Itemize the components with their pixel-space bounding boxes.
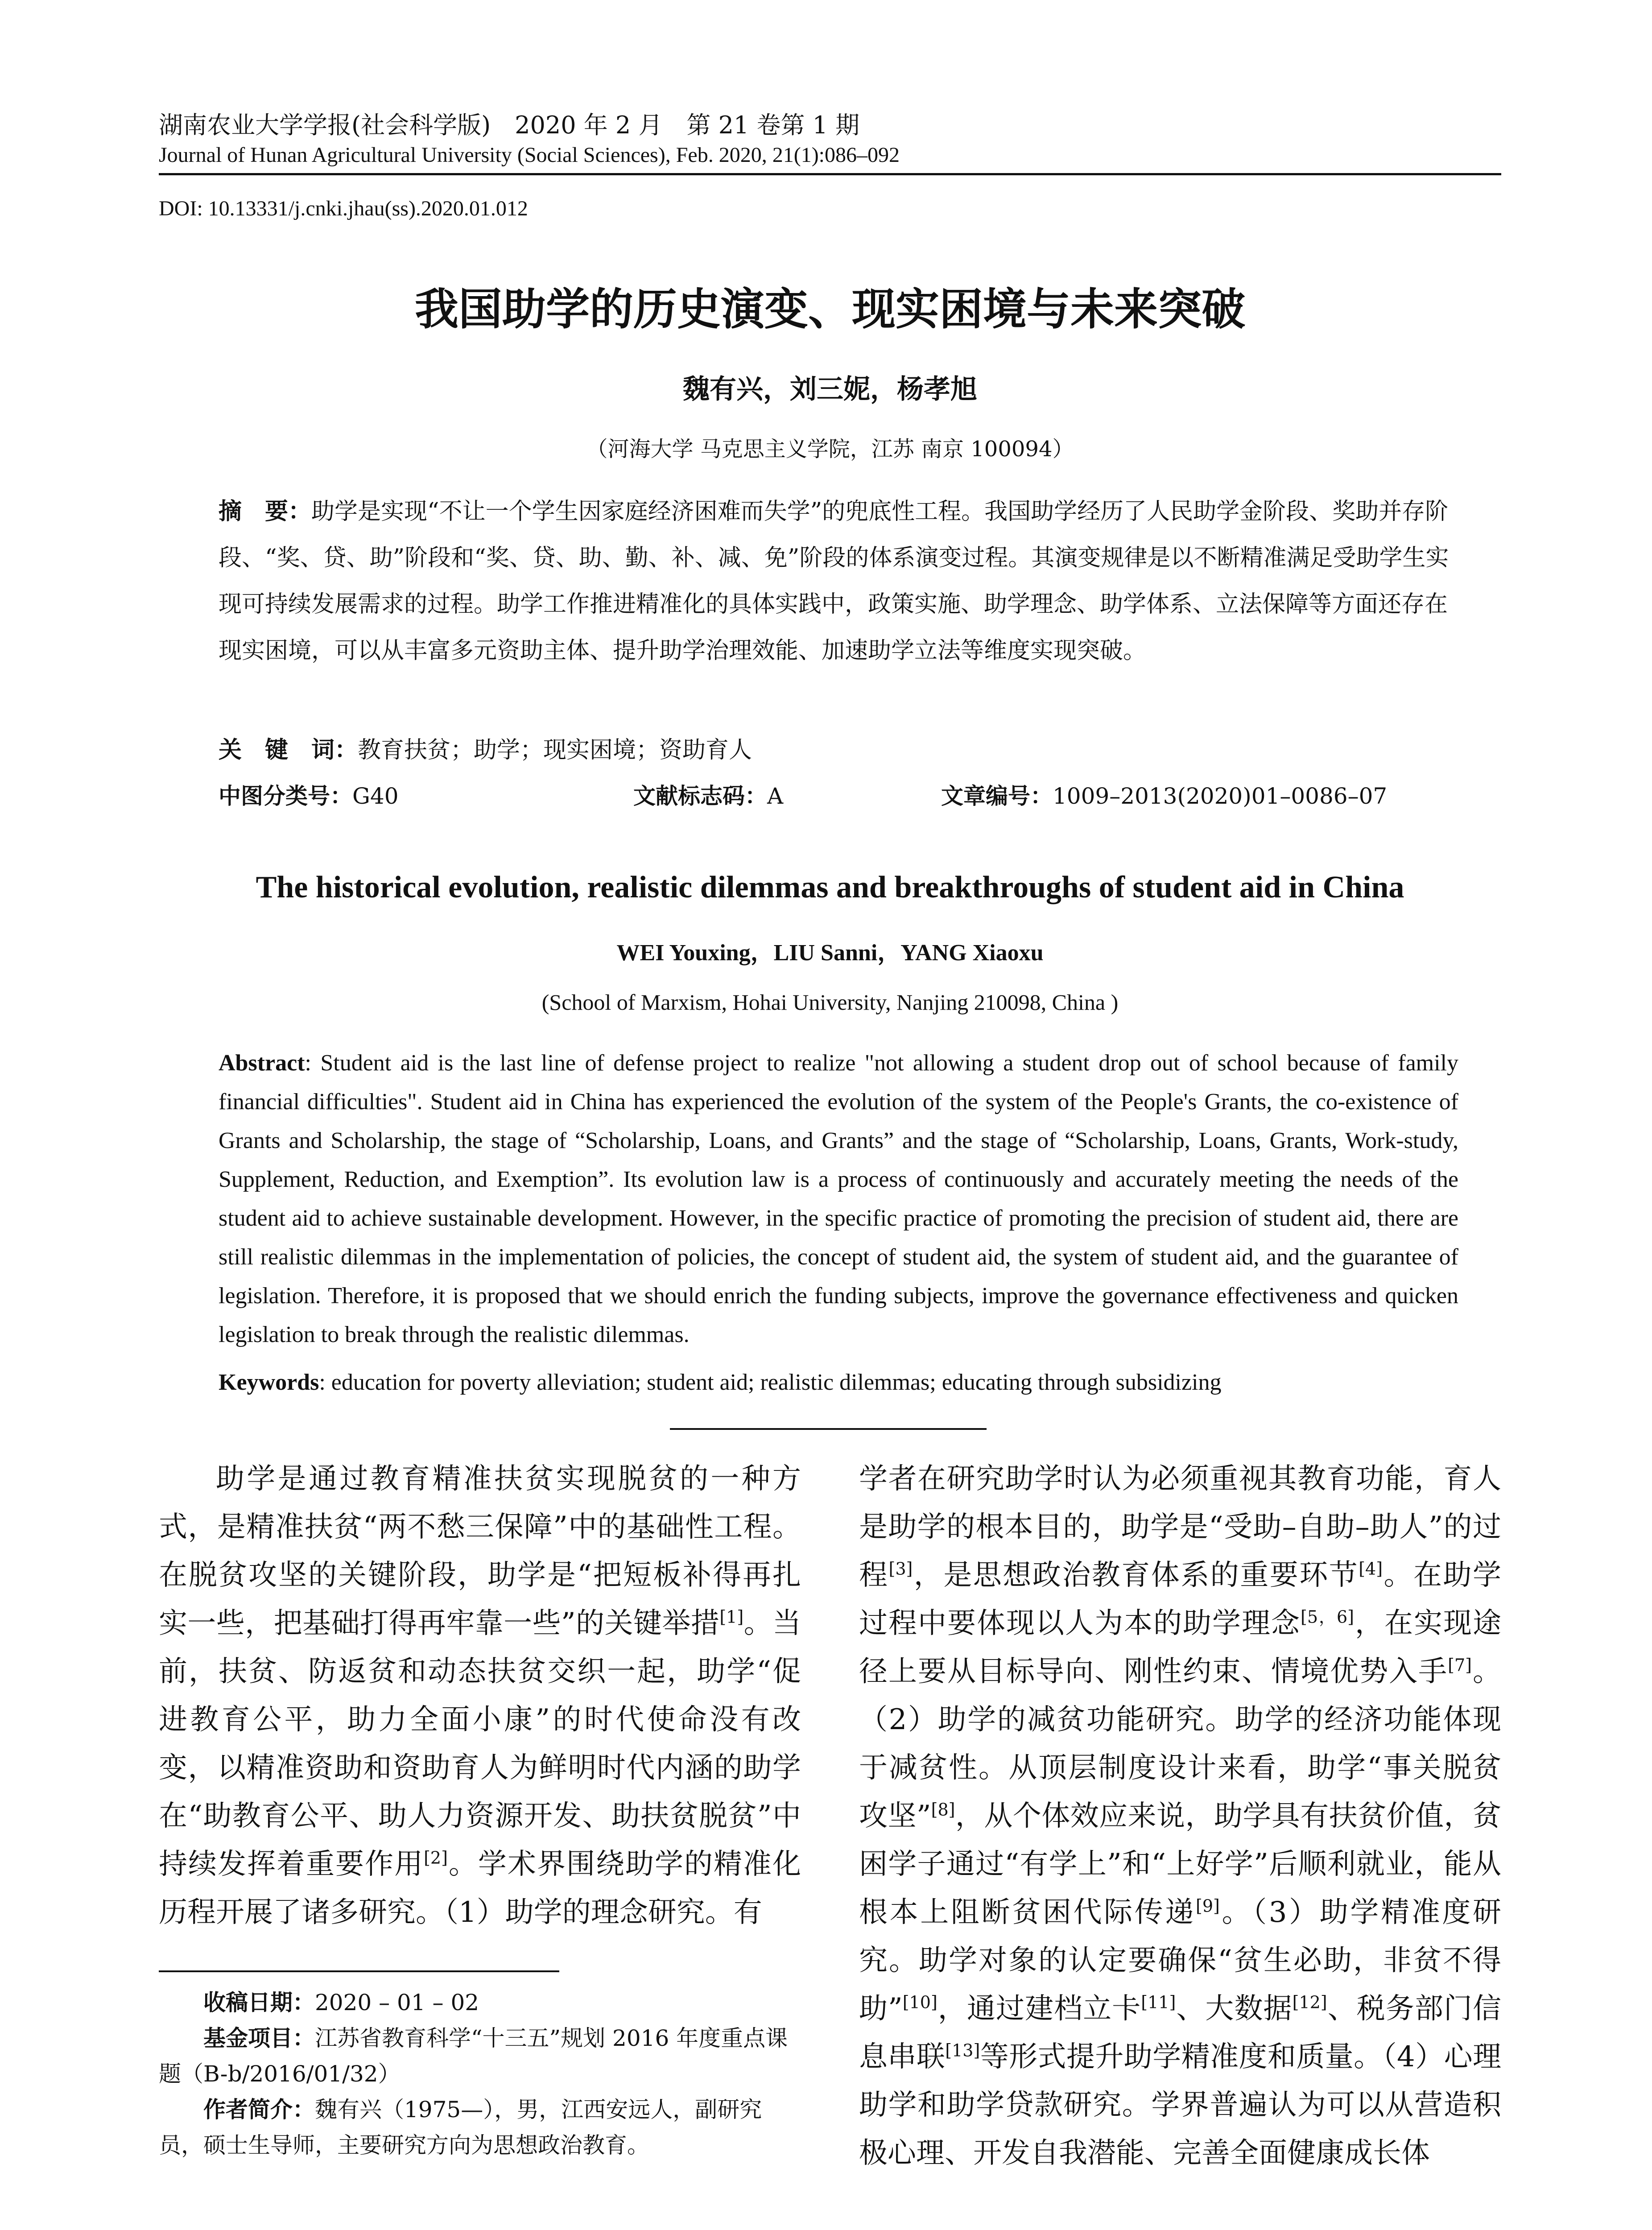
- body-text: 助学是通过教育精准扶贫实现脱贫的一种方式，是精准扶贫“两不愁三保障”中的基础性工程。在脱贫攻坚的关键阶段，助学是“把短板补得再扎实一些，把基础打得再牢靠一些”的关键举措: [159, 1462, 801, 1640]
- footnote-label: 收稿日期：: [203, 1990, 315, 2015]
- footnote-value: 江苏省教育科学“十三五”规划 2016 年度重点课题（B-b/2016/01/32）: [159, 2025, 788, 2087]
- body-text: 。（3）助学精准度研究。助学对象的认定要确保“贫生必助，非贫不得助”: [859, 1896, 1501, 2025]
- authors-en: WEI Youxing，LIU Sanni，YANG Xiaoxu: [616, 940, 1044, 966]
- abstract-en-text: : Student aid is the last line of defense project to realize "not allowing a student drop out of school because of family financial difficulties". Student aid in China has experienced the evolution of the system of the People's Grants, the co-existence of Grants and Scholarship, the stage of “Scholarship, Loans, and Grants” and the stage of “Scholarship, Loans, Grants, Work-study, Supplement, Reduction, and Exemption”. Its evolution law is a process of continuously and accurately meeting the needs of the student aid to achieve sustainable development. However, in the specific practice of promoting the precision of student aid, there are still realistic dilemmas in the implementation of policies, the concept of student aid, the system of student aid, and the guarantee of legislation. Therefore, it is proposed that we should enrich the funding subjects, improve the governance effectiveness and quicken legislation to break through the realistic dilemmas.: [219, 1050, 1458, 1347]
- citation-ref: [8]: [931, 1800, 955, 1820]
- citation-ref: [12]: [1292, 1992, 1327, 2012]
- footnote-rule: [159, 1970, 559, 1972]
- body-column-right: [859, 1455, 1501, 2177]
- article-number-label: 文章编号：: [941, 783, 1053, 809]
- document-code: [633, 778, 783, 810]
- footnote-value: 魏有兴（1975—），男，江西安远人，副研究员，硕士生导师，主要研究方向为思想政治教育。: [159, 2097, 762, 2158]
- journal-info-cn: 湖南农业大学学报(社会科学版) 2020 年 2 月 第 21 卷第 1 期: [159, 111, 860, 139]
- citation-ref: [3]: [888, 1559, 913, 1579]
- citation-ref: [13]: [945, 2040, 980, 2061]
- keywords-en-text: : education for poverty alleviation; student aid; realistic dilemmas; educating through subsidizing: [319, 1370, 1222, 1395]
- footnote-value: 2020 – 01 – 02: [315, 1990, 479, 2015]
- body-text: 学者在研究助学时认为必须重视其教育功能，育人是助学的根本目的，助学是“受助–自助–助人”的过程: [859, 1462, 1501, 1592]
- journal-info-en: Journal of Hunan Agricultural University (Social Sciences), Feb. 2020, 21(1):086–092: [159, 143, 900, 167]
- article-number: [941, 778, 1387, 810]
- article-number-value: 1009–2013(2020)01–0086–07: [1053, 783, 1388, 809]
- abstract-en-label: Abstract: [219, 1050, 305, 1076]
- abstract-cn-label: 摘 要：: [219, 498, 312, 525]
- keywords-en: [219, 1369, 1458, 1396]
- body-text: 等形式提升助学精准度和质量。（4）心理助学和助学贷款研究。学界普遍认为可以从营造积极心理、开发自我潜能、完善全面健康成长体: [859, 2040, 1502, 2170]
- footnote-received: [159, 1985, 801, 2020]
- classification-line: [219, 778, 1458, 814]
- keywords-en-label: Keywords: [219, 1370, 319, 1395]
- citation-ref: [7]: [1448, 1655, 1472, 1675]
- clc-value: G40: [352, 783, 399, 809]
- body-text: ，在实现途径上要从目标导向、刚性约束、情境优势入手: [859, 1607, 1502, 1688]
- doi: DOI: 10.13331/j.cnki.jhau(ss).2020.01.012: [159, 197, 528, 220]
- citation-ref: [11]: [1141, 1992, 1176, 2012]
- keywords-cn: [219, 727, 1458, 773]
- clc-label: 中图分类号：: [219, 783, 352, 809]
- footnote-fund: [159, 2020, 801, 2092]
- paper-title-cn: 我国助学的历史演变、现实困境与未来突破: [414, 284, 1245, 335]
- body-text: 、大数据: [1176, 1992, 1293, 2025]
- clc-number: [219, 778, 399, 810]
- header-rule: [159, 173, 1501, 175]
- document-code-label: 文献标志码：: [633, 783, 767, 809]
- citation-ref: [5，6]: [1301, 1607, 1355, 1627]
- abstract-cn: [219, 488, 1458, 674]
- abstract-cn-text: 助学是实现“不让一个学生因家庭经济困难而失学”的兜底性工程。我国助学经历了人民助学金阶段、奖助并存阶段、“奖、贷、助”阶段和“奖、贷、助、勤、补、减、免”阶段的体系演变过程。其演变规律是以不断精准满足受助学生实现可持续发展需求的过程。助学工作推进精准化的具体实践中，政策实施、助学理念、助学体系、立法保障等方面还存在现实困境，可以从丰富多元资助主体、提升助学治理效能、加速助学立法等维度实现突破。: [219, 498, 1449, 664]
- citation-ref: [10]: [902, 1992, 938, 2012]
- citation-ref: [1]: [719, 1607, 744, 1627]
- body-text: ，从个体效应来说，助学具有扶贫价值，贫困学子通过“有学上”和“上好学”后顺利就业，能从根本上阻断贫困代际传递: [859, 1800, 1502, 1929]
- affiliation-en: (School of Marxism, Hohai University, Nanjing 210098, China ): [541, 990, 1119, 1015]
- document-code-value: A: [767, 783, 784, 809]
- body-text: 。（2）助学的减贫功能研究。助学的经济功能体现于减贫性。从顶层制度设计来看，助学“事关脱贫攻坚”: [859, 1655, 1502, 1833]
- keywords-cn-label: 关 键 词：: [219, 737, 358, 764]
- abstract-en: [219, 1044, 1458, 1354]
- body-column-left: [159, 1455, 801, 1937]
- citation-ref: [9]: [1196, 1896, 1220, 1916]
- footnote-label: 作者简介：: [203, 2097, 315, 2123]
- body-text: 。学术界围绕助学的精准化历程开展了诸多研究。（1）助学的理念研究。有: [159, 1848, 801, 1929]
- body-text: 、税务部门信息串联: [859, 1992, 1502, 2073]
- footnote-author: [159, 2092, 801, 2163]
- keywords-cn-text: 教育扶贫；助学；现实困境；资助育人: [358, 737, 752, 764]
- authors-cn: 魏有兴，刘三妮，杨孝旭: [683, 374, 977, 405]
- body-text: ，通过建档立卡: [937, 1992, 1141, 2025]
- citation-ref: [4]: [1359, 1559, 1383, 1579]
- section-divider: [670, 1428, 987, 1430]
- body-text: 。当前，扶贫、防返贫和动态扶贫交织一起，助学“促进教育公平，助力全面小康”的时代使命没有改变，以精准资助和资助育人为鲜明时代内涵的助学在“助教育公平、助人力资源开发、助扶贫脱贫”中持续发挥着重要作用: [159, 1607, 801, 1881]
- footnote-label: 基金项目：: [203, 2025, 315, 2051]
- citation-ref: [2]: [424, 1848, 448, 1868]
- footnotes: [159, 1985, 801, 2163]
- body-text: ，是思想政治教育体系的重要环节: [913, 1559, 1359, 1592]
- paper-title-en: The historical evolution, realistic dilemmas and breakthroughs of student aid in China: [256, 870, 1404, 904]
- affiliation-cn: （河海大学 马克思主义学院，江苏 南京 100094）: [586, 437, 1074, 462]
- body-text: 。在助学过程中要体现以人为本的助学理念: [859, 1559, 1502, 1640]
